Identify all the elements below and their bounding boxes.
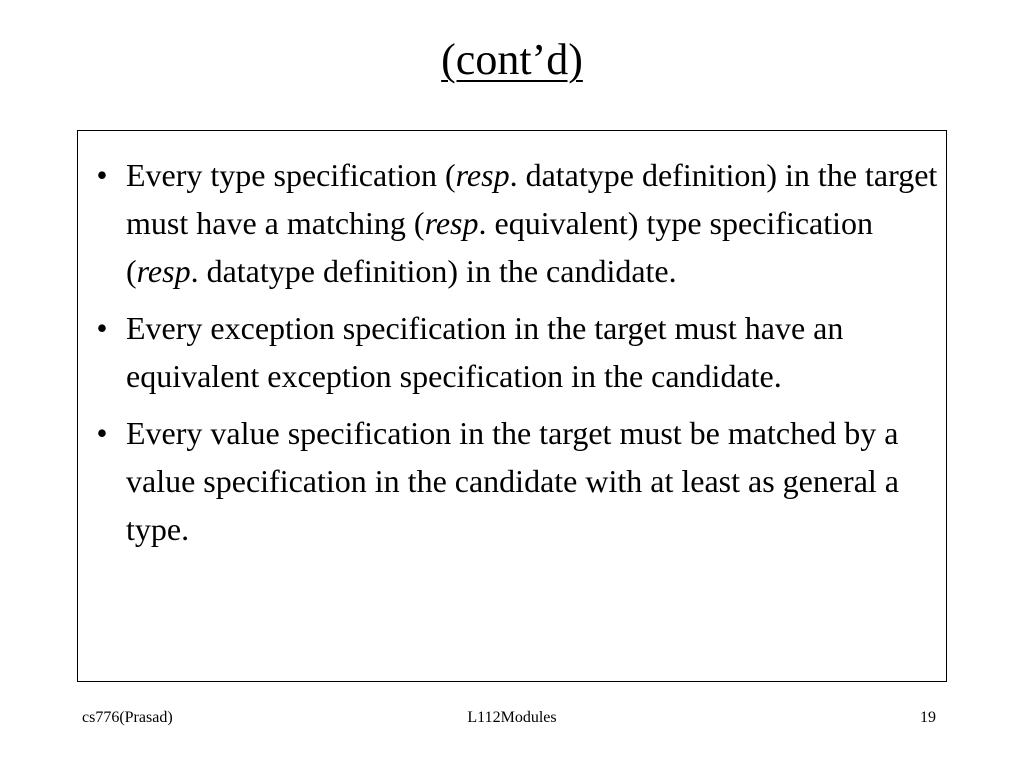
text-segment: Every value specification in the target must be matched by a value specification in the candidate with at least as general a type. xyxy=(126,415,899,547)
text-segment: . datatype definition) in the candidate. xyxy=(190,253,677,289)
bullet-icon: • xyxy=(96,157,108,193)
text-segment: . equivalent) type specification ( xyxy=(126,205,874,289)
bullet-item xyxy=(90,304,946,400)
footer-page-number: 19 xyxy=(920,709,936,726)
bullet-icon: • xyxy=(96,310,108,346)
slide-title: (cont’d) xyxy=(441,35,583,84)
bullet-icon: • xyxy=(96,415,108,451)
italic-segment: resp xyxy=(136,253,191,289)
bullet-list xyxy=(90,151,946,562)
bullet-text xyxy=(126,310,843,394)
text-segment: . datatype definition) in the target must have a matching ( xyxy=(126,157,938,241)
text-segment: Every type specification ( xyxy=(126,157,456,193)
footer-course: cs776(Prasad) xyxy=(82,709,173,726)
italic-segment: resp xyxy=(424,205,479,241)
content-box xyxy=(77,130,947,682)
bullet-item xyxy=(90,409,946,553)
bullet-item xyxy=(90,151,946,295)
footer-module: L112Modules xyxy=(467,709,557,726)
bullet-text xyxy=(126,157,937,289)
text-segment: Every exception specification in the target must have an equivalent exception specification in the candidate. xyxy=(126,310,844,394)
italic-segment: resp xyxy=(455,157,510,193)
bullet-text xyxy=(126,415,899,547)
